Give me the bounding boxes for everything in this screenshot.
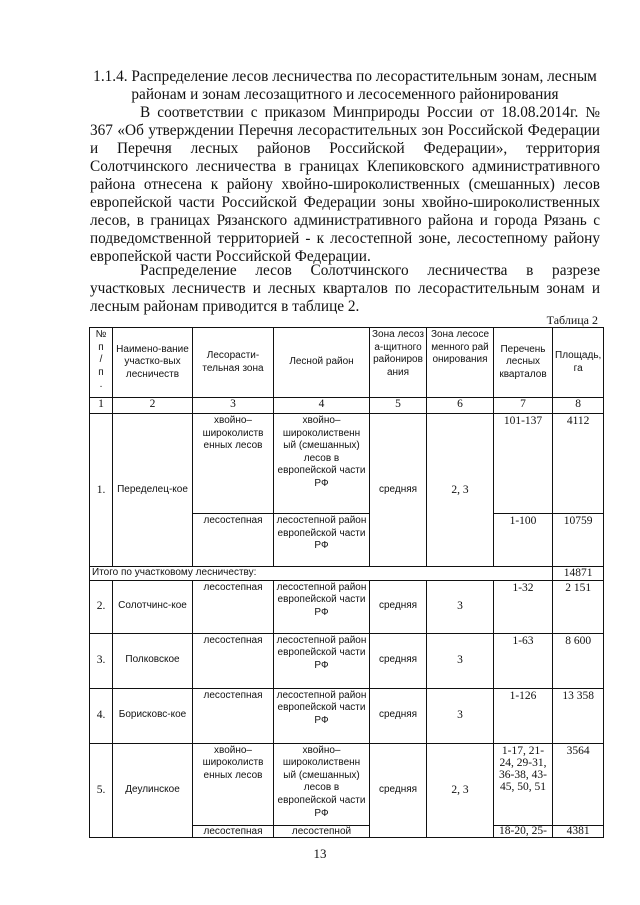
forest-district: хвойно–широколиственн ый (смешанных) лесов в европейской части РФ [274,743,370,825]
vegetation-zone: хвойно–широколиств енных лесов [193,743,274,825]
column-number-row [90,398,604,414]
seed-zone: 2, 3 [427,743,494,837]
forestry-name: Переделец-кое [113,414,193,567]
column-number: 2 [113,398,193,414]
seed-zone: 3 [427,688,494,743]
forest-district: лесостепной район европейской части РФ [274,580,370,633]
column-number: 7 [494,398,553,414]
header-cell: Наимено-вание участко-вых лесничеств [113,328,193,398]
seed-zone: 3 [427,580,494,633]
area: 2 151 [553,580,604,633]
quarters: 1-100 [494,514,553,567]
page-number: 13 [313,846,327,861]
forest-district: лесостепной район европейской части РФ [274,633,370,688]
area: 13 358 [553,688,604,743]
row-number: 5. [90,743,113,837]
protection-zone: средняя [370,688,427,743]
quarters: 1-32 [494,580,553,633]
forestry-name: Солотчинс-кое [113,580,193,633]
column-number: 8 [553,398,604,414]
subtotal-value: 14871 [553,567,604,581]
vegetation-zone: лесостепная [193,825,274,837]
forestry-name: Деулинское [113,743,193,837]
table-row [90,414,604,514]
forestry-name: Борисковс-кое [113,688,193,743]
header-cell: Площадь, га [553,328,604,398]
protection-zone: средняя [370,580,427,633]
header-cell: № п / п . [90,328,113,398]
vegetation-zone: хвойно–широколиств енных лесов [193,414,274,514]
row-number: 2. [90,580,113,633]
forest-district: лесостепной район европейской части РФ [274,688,370,743]
area: 4112 [553,414,604,514]
vegetation-zone: лесостепная [193,580,274,633]
header-cell: Зона лесосеменного районирования [427,328,494,398]
protection-zone: средняя [370,743,427,837]
header-row [90,328,604,398]
area: 3564 [553,743,604,825]
vegetation-zone: лесостепная [193,688,274,743]
table-row [90,688,604,743]
forest-district: лесостепной район европейской части РФ [274,514,370,567]
forest-district: лесостепной [274,825,370,837]
area: 8 600 [553,633,604,688]
row-number: 1. [90,414,113,567]
row-number: 3. [90,633,113,688]
area: 10759 [553,514,604,567]
column-number: 5 [370,398,427,414]
quarters: 1-126 [494,688,553,743]
table-row [90,743,604,825]
column-number: 4 [274,398,370,414]
subtotal-label: Итого по участковому лесничеству: [90,567,553,581]
quarters: 1-63 [494,633,553,688]
protection-zone: средняя [370,414,427,567]
area: 4381 [553,825,604,837]
paragraph: Распределение лесов Солотчинского лесничества в разрезе участковых лесничеств и лесных кварталов по лесорастительным зонам и лесным районам приводится в таблице 2. [90,262,600,315]
quarters: 1-17, 21-24, 29-31, 36-38, 43-45, 50, 51 [494,743,553,825]
row-number: 4. [90,688,113,743]
table-row [90,633,604,688]
seed-zone: 3 [427,633,494,688]
column-number: 1 [90,398,113,414]
quarters: 18-20, 25- [494,825,553,837]
quarters: 101-137 [494,414,553,514]
header-cell: Зона лесоза-щитного районирования [370,328,427,398]
header-cell: Перечень лесных кварталов [494,328,553,398]
forestry-name: Полковское [113,633,193,688]
vegetation-zone: лесостепная [193,633,274,688]
column-number: 6 [427,398,494,414]
forest-district: хвойно–широколиственн ый (смешанных) лесов в европейской части РФ [274,414,370,514]
seed-zone: 2, 3 [427,414,494,567]
protection-zone: средняя [370,633,427,688]
column-number: 3 [193,398,274,414]
forest-distribution-table [89,327,604,838]
vegetation-zone: лесостепная [193,514,274,567]
table-caption: Таблица 2 [546,313,598,327]
paragraph: В соответствии с приказом Минприроды России от 18.08.2014г. № 367 «Об утверждении Перечня лесорастительных зон Российской Федерации и Перечня лесных районов Российской Федерации», территория Солотчинского лесничества в границах Клепиковского административного района отнесена к району хвойно-широколиственных (смешанных) лесов европейской части Российской Федерации зоны хвойно-широколиственных лесов, в границах Рязанского административного района и города Рязань с подведомственной территорией - к лесостепной зоне, лесостепному району европейской части Российской Федерации. [90,104,600,265]
section-heading: 1.1.4. Распределение лесов лесничества по лесорастительным зонам, лесным районам и зонам лесозащитного и лесосеменного районирования [93,68,597,103]
table-row [90,580,604,633]
subtotal-row [90,567,604,581]
header-cell: Лесорасти-тельная зона [193,328,274,398]
header-cell: Лесной район [274,328,370,398]
